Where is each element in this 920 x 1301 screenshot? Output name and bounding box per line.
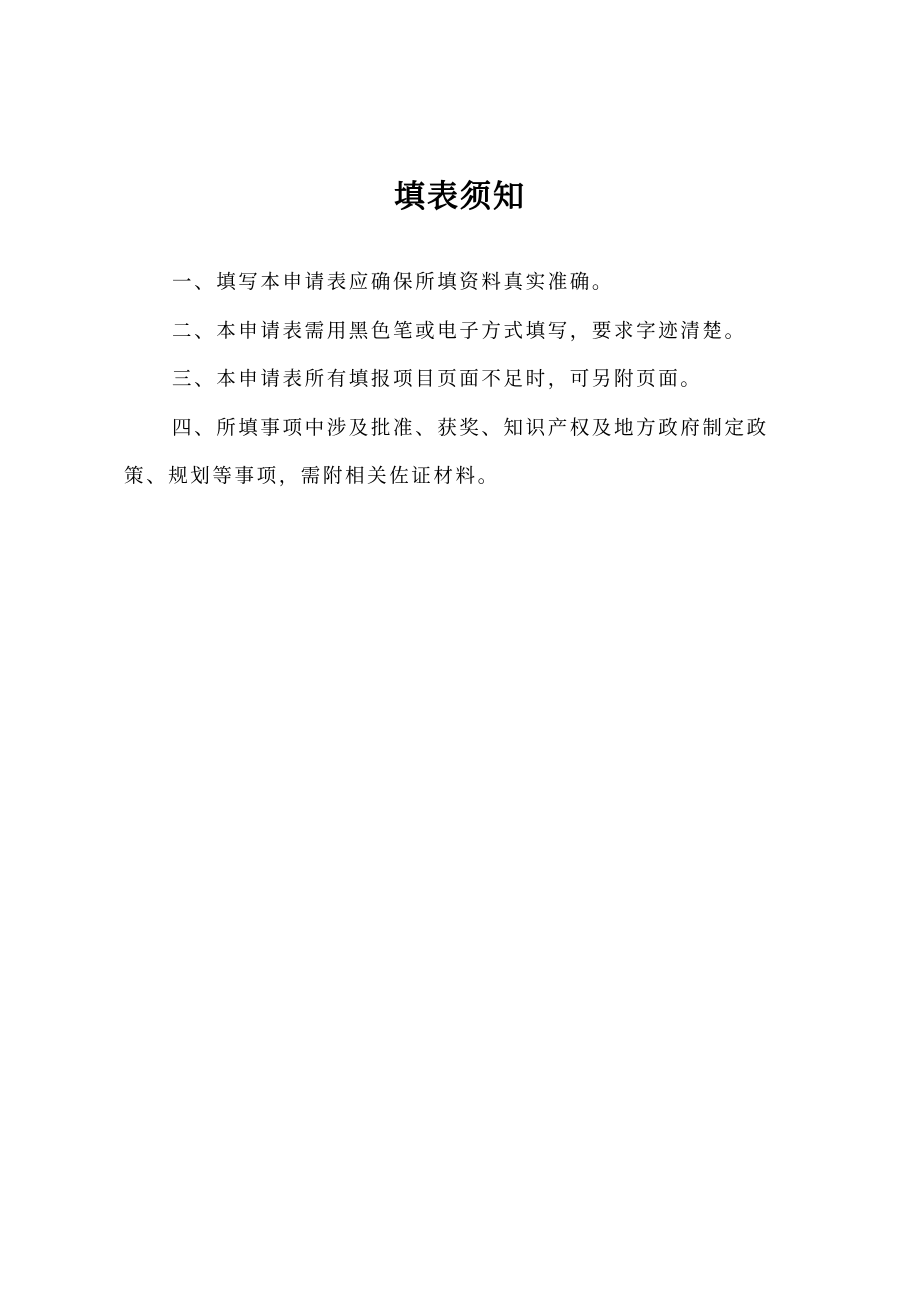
- instruction-item-1: 一、填写本申请表应确保所填资料真实准确。: [172, 270, 615, 293]
- page-title: 填表须知: [394, 179, 526, 215]
- instruction-item-4: 四、所填事项中涉及批准、获奖、知识产权及地方政府制定政策、规划等事项，需附相关佐证材料。: [124, 415, 769, 487]
- instruction-item-2: 二、本申请表需用黑色笔或电子方式填写，要求字迹清楚。: [172, 318, 747, 342]
- instructions-list: [124, 258, 804, 501]
- instruction-item-3: 三、本申请表所有填报项目页面不足时，可另附页面。: [172, 367, 703, 390]
